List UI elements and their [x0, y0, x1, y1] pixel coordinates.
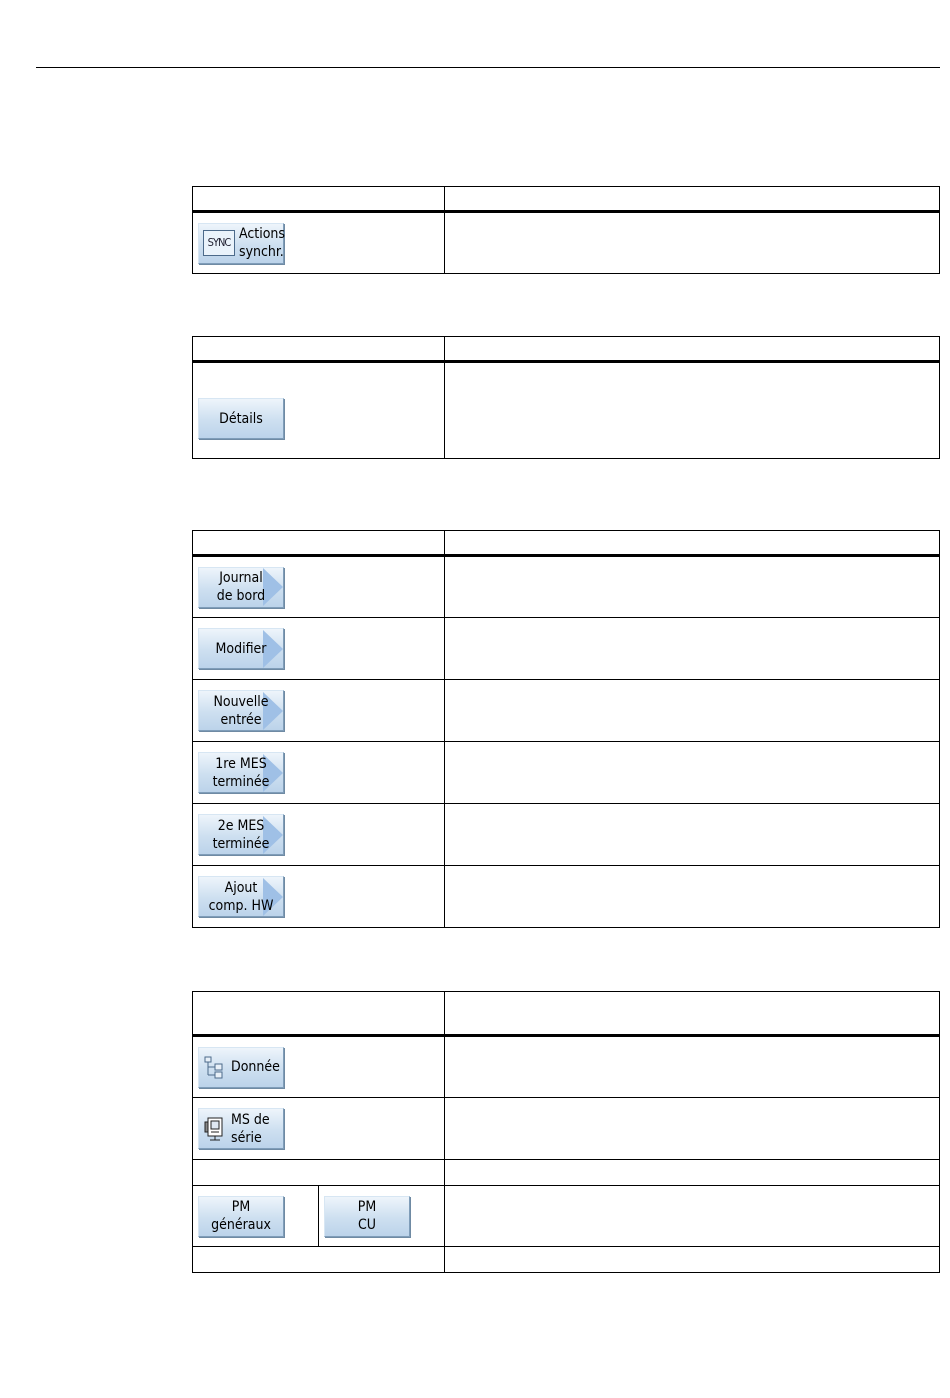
first-commissioning-done-button[interactable] [198, 752, 284, 793]
new-entry-button[interactable] [198, 690, 284, 731]
header-cell-softkey [193, 992, 445, 1036]
table-header-row [193, 337, 940, 362]
cu-md-button[interactable] [324, 1196, 410, 1237]
add-hw-component-button[interactable] [198, 876, 284, 917]
table-row [193, 1098, 940, 1160]
tree-icon [203, 1055, 227, 1079]
softkey-cell [193, 1036, 445, 1098]
table-row [193, 1160, 940, 1186]
description-cell [445, 1247, 940, 1273]
softkey-cell [193, 556, 445, 618]
header-cell-description [445, 531, 940, 556]
table-row [193, 680, 940, 742]
table-row [193, 1247, 940, 1273]
table-row [193, 742, 940, 804]
table-machine-data [192, 991, 940, 1273]
sync-actions-button[interactable] [198, 223, 284, 264]
table-header-row [193, 187, 940, 212]
description-cell [445, 1160, 940, 1186]
description-cell [445, 618, 940, 680]
softkey-cell [193, 804, 445, 866]
description-cell [445, 556, 940, 618]
table-details [192, 336, 940, 459]
table-sync-actions [192, 186, 940, 274]
description-cell [445, 804, 940, 866]
table-row [193, 1036, 940, 1098]
table-header-row [193, 531, 940, 556]
sync-actions-label: Actions synchr. [239, 226, 285, 260]
description-cell [445, 362, 940, 459]
description-cell [445, 680, 940, 742]
header-cell-softkey [193, 531, 445, 556]
header-cell-description [445, 187, 940, 212]
softkey-pair [193, 1186, 444, 1246]
details-button[interactable] [198, 398, 284, 439]
general-md-button[interactable] [198, 1196, 284, 1237]
softkey-cell [193, 618, 445, 680]
header-cell-softkey [193, 337, 445, 362]
second-commissioning-done-button[interactable] [198, 814, 284, 855]
logbook-label: Journal de bord [216, 570, 266, 604]
table-logbook [192, 530, 940, 928]
softkey-cell [193, 362, 445, 459]
softkey-cell [193, 1186, 445, 1247]
table-row [193, 1186, 940, 1247]
softkey-cell [193, 1098, 445, 1160]
description-cell [445, 866, 940, 928]
serial-commissioning-button[interactable] [198, 1108, 284, 1149]
softkey-cell [193, 1160, 445, 1186]
cu-md-label: PM CU [357, 1199, 377, 1233]
sync-icon: SYNC [203, 230, 235, 256]
general-md-label: PM généraux [211, 1199, 271, 1233]
softkey-cell [193, 680, 445, 742]
submenu-arrow-icon [263, 568, 283, 606]
add-hw-component-label: Ajout comp. HW [208, 879, 274, 914]
modify-label: Modifier [215, 640, 267, 657]
table-row [193, 866, 940, 928]
softkey-subcell [193, 1186, 318, 1246]
details-label: Détails [219, 410, 263, 427]
header-cell-description [445, 992, 940, 1036]
table-row [193, 556, 940, 618]
table-row [193, 804, 940, 866]
header-cell-description [445, 337, 940, 362]
second-commissioning-label: 2e MES terminée [212, 817, 270, 852]
table-row [193, 618, 940, 680]
description-cell [445, 1186, 940, 1247]
serial-commissioning-label: MS de série [231, 1111, 270, 1146]
description-cell [445, 1098, 940, 1160]
first-commissioning-label: 1re MES terminée [212, 755, 270, 790]
description-cell [445, 742, 940, 804]
new-entry-label: Nouvelle entrée [213, 693, 269, 728]
data-button[interactable] [198, 1047, 284, 1088]
softkey-subcell [318, 1186, 444, 1246]
logbook-button[interactable] [198, 567, 284, 608]
softkey-cell [193, 212, 445, 274]
table-row [193, 362, 940, 459]
table-header-row [193, 992, 940, 1036]
description-cell [445, 212, 940, 274]
page-top-rule [36, 67, 940, 68]
data-label: Donnée [231, 1059, 280, 1075]
softkey-cell [193, 1247, 445, 1273]
description-cell [445, 1036, 940, 1098]
modify-button[interactable] [198, 628, 284, 669]
header-cell-softkey [193, 187, 445, 212]
table-row [193, 212, 940, 274]
reader-icon [203, 1116, 227, 1142]
softkey-cell [193, 742, 445, 804]
softkey-cell [193, 866, 445, 928]
